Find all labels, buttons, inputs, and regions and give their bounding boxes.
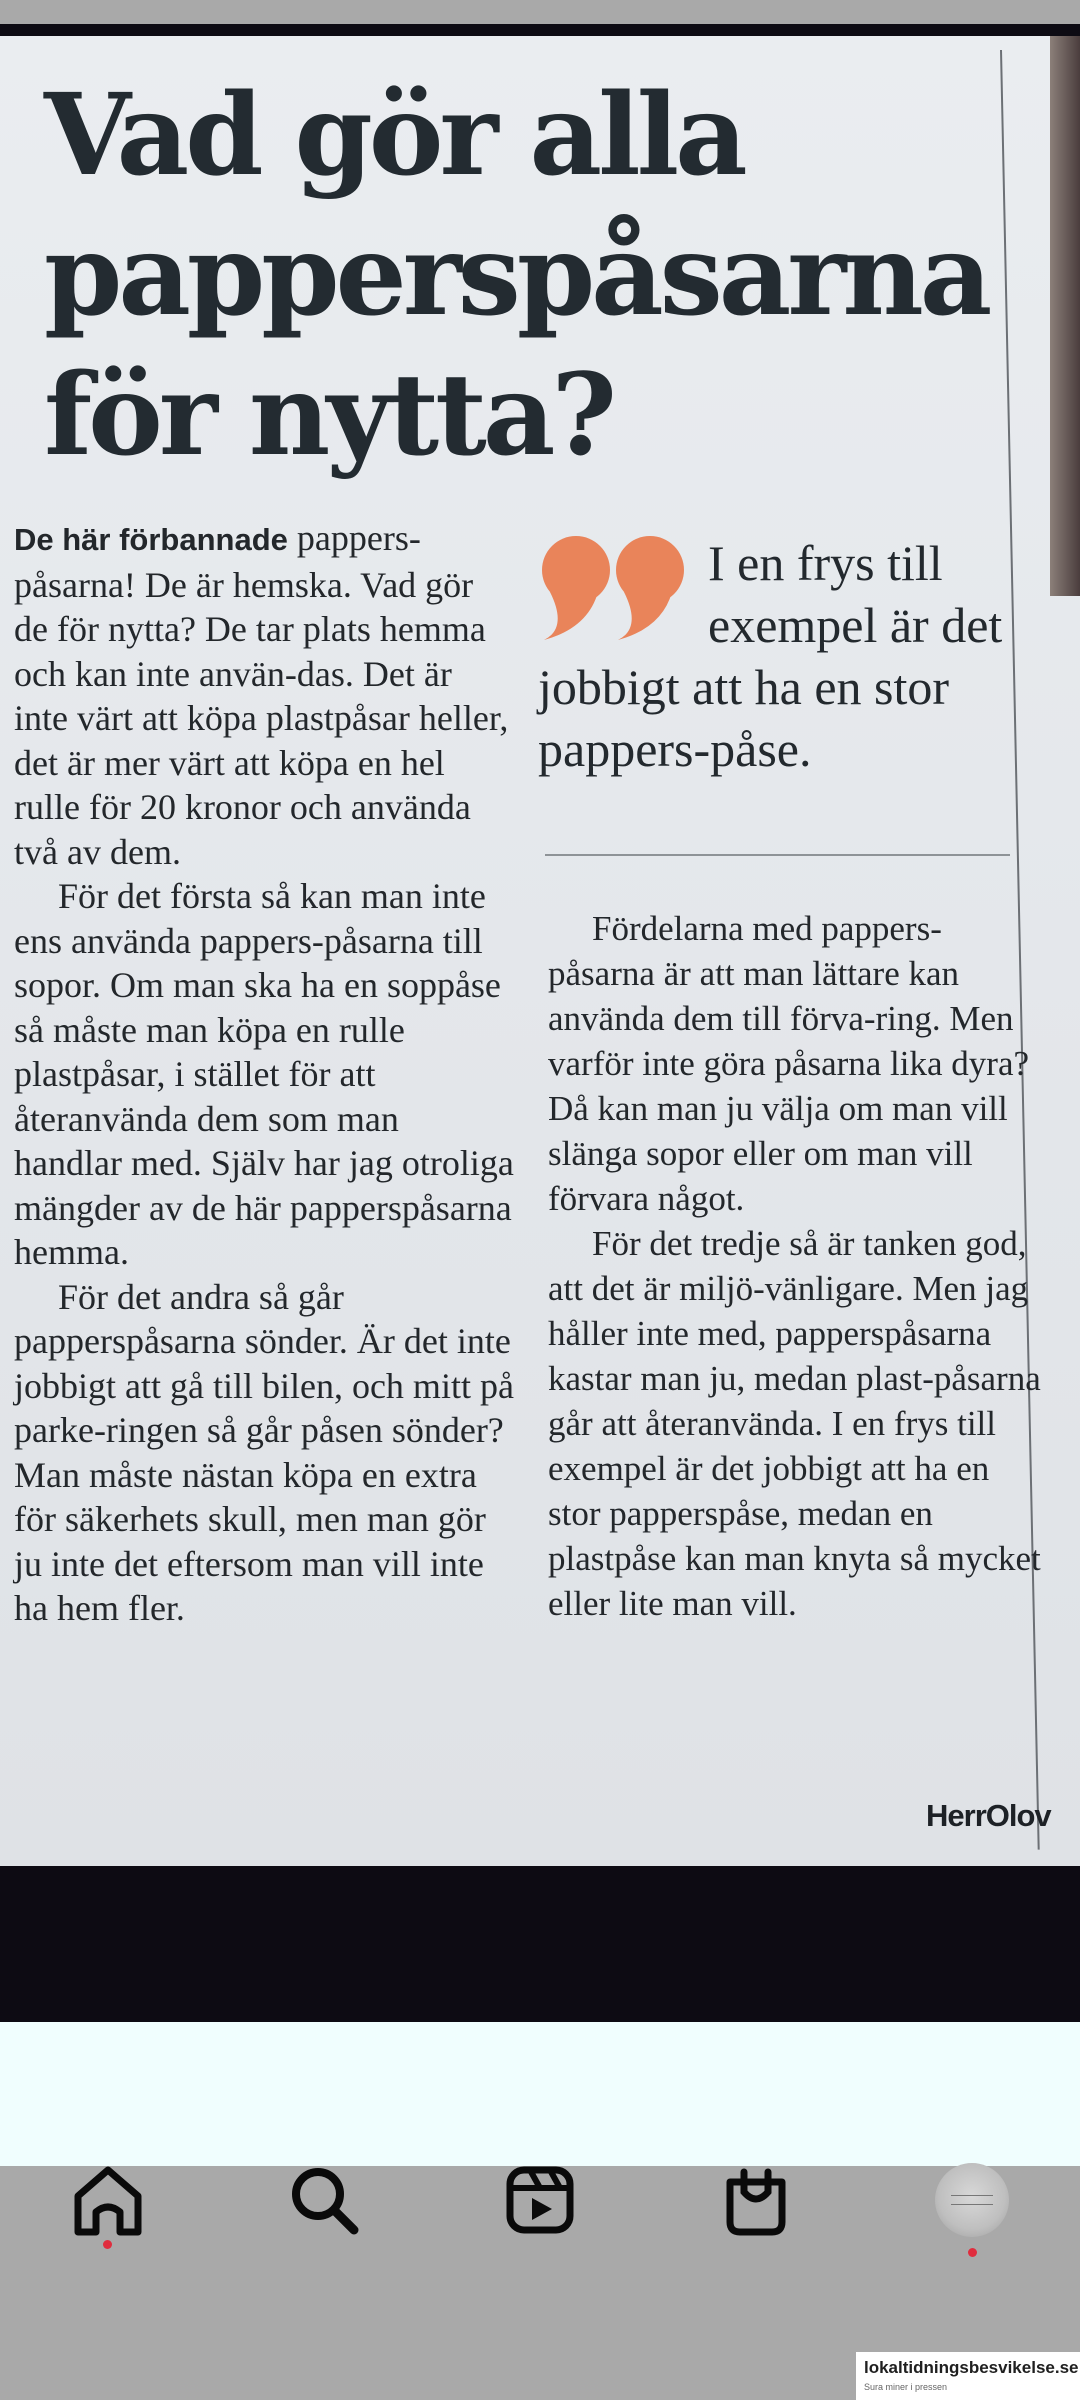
lead-bold-text: De här förbannade — [14, 522, 288, 557]
watermark-badge — [856, 2352, 1080, 2400]
article-paragraph — [14, 516, 514, 874]
nav-reels-button[interactable] — [500, 2160, 580, 2240]
article-left-column — [14, 516, 514, 1631]
shop-icon — [716, 2160, 796, 2240]
watermark-subtitle: Sura miner i pressen — [864, 2382, 948, 2392]
nav-search-button[interactable] — [284, 2160, 364, 2240]
avatar-image — [951, 2195, 993, 2205]
newspaper-clipping — [0, 36, 1080, 1866]
status-bar — [0, 0, 1080, 24]
article-right-column — [548, 906, 1048, 1626]
divider — [545, 854, 1010, 856]
nav-home-button[interactable] — [68, 2160, 148, 2240]
paper-edge — [1050, 36, 1080, 596]
article-headline: Vad gör alla papperspåsarna för nytta? — [44, 70, 989, 481]
quote-marks-icon — [538, 532, 698, 644]
article-paragraph: För det första så kan man inte ens använda pappers-påsarna till sopor. Om man ska ha en soppåse så måste man köpa en rulle plastpåsar, i stället för att återanvända dem som man handlar med. Själv har jag otroliga mängder av de här papperspåsarna hemma. — [14, 876, 514, 1272]
reels-icon — [500, 2160, 580, 2240]
notification-dot — [103, 2240, 112, 2249]
post-image[interactable] — [0, 24, 1080, 2022]
post-caption-area — [0, 2022, 1080, 2166]
article-byline: HerrOlov — [926, 1798, 1051, 1833]
article-paragraph: Fördelarna med pappers-påsarna är att man lättare kan använda dem till förva-ring. Men varför inte göra påsarna lika dyra? Då kan man ju välja om man vill slänga sopor eller om man vill förvara något. — [548, 909, 1030, 1218]
nav-shop-button[interactable] — [716, 2160, 796, 2240]
article-paragraph: För det andra så går papperspåsarna sönder. Är det inte jobbigt att gå till bilen, och mitt på parke-ringen så går påsen sönder? Man måste nästan köpa en extra för säkerhets skull, men man gör ju inte det eftersom man vill inte ha hem fler. — [14, 1276, 514, 1628]
notification-dot — [968, 2248, 977, 2257]
pull-quote — [538, 532, 1008, 780]
article-paragraph: För det tredje så är tanken god, att det är miljö-vänligare. Men jag håller inte med, papperspåsarna kastar man ju, medan plast-påsarna går att återanvända. I en frys till exempel är det jobbigt att ha en stor papperspåse, medan en plastpåse kan man knyta så mycket eller lite man vill. — [548, 1224, 1041, 1623]
watermark-title: lokaltidningsbesvikelse.se — [864, 2358, 1079, 2377]
pull-quote-text: I en frys till exempel är det jobbigt att ha en stor pappers-påse. — [538, 535, 1003, 777]
paragraph-text: pappers-påsarna! De är hemska. Vad gör de för nytta? De tar plats hemma och kan inte använ-das. Det är inte värt att köpa plastpåsar heller, det är mer värt att köpa en hel rulle för 20 kronor och använda två av dem. — [14, 518, 509, 872]
home-icon — [68, 2160, 148, 2240]
profile-avatar[interactable] — [935, 2163, 1009, 2237]
search-icon — [284, 2160, 364, 2240]
